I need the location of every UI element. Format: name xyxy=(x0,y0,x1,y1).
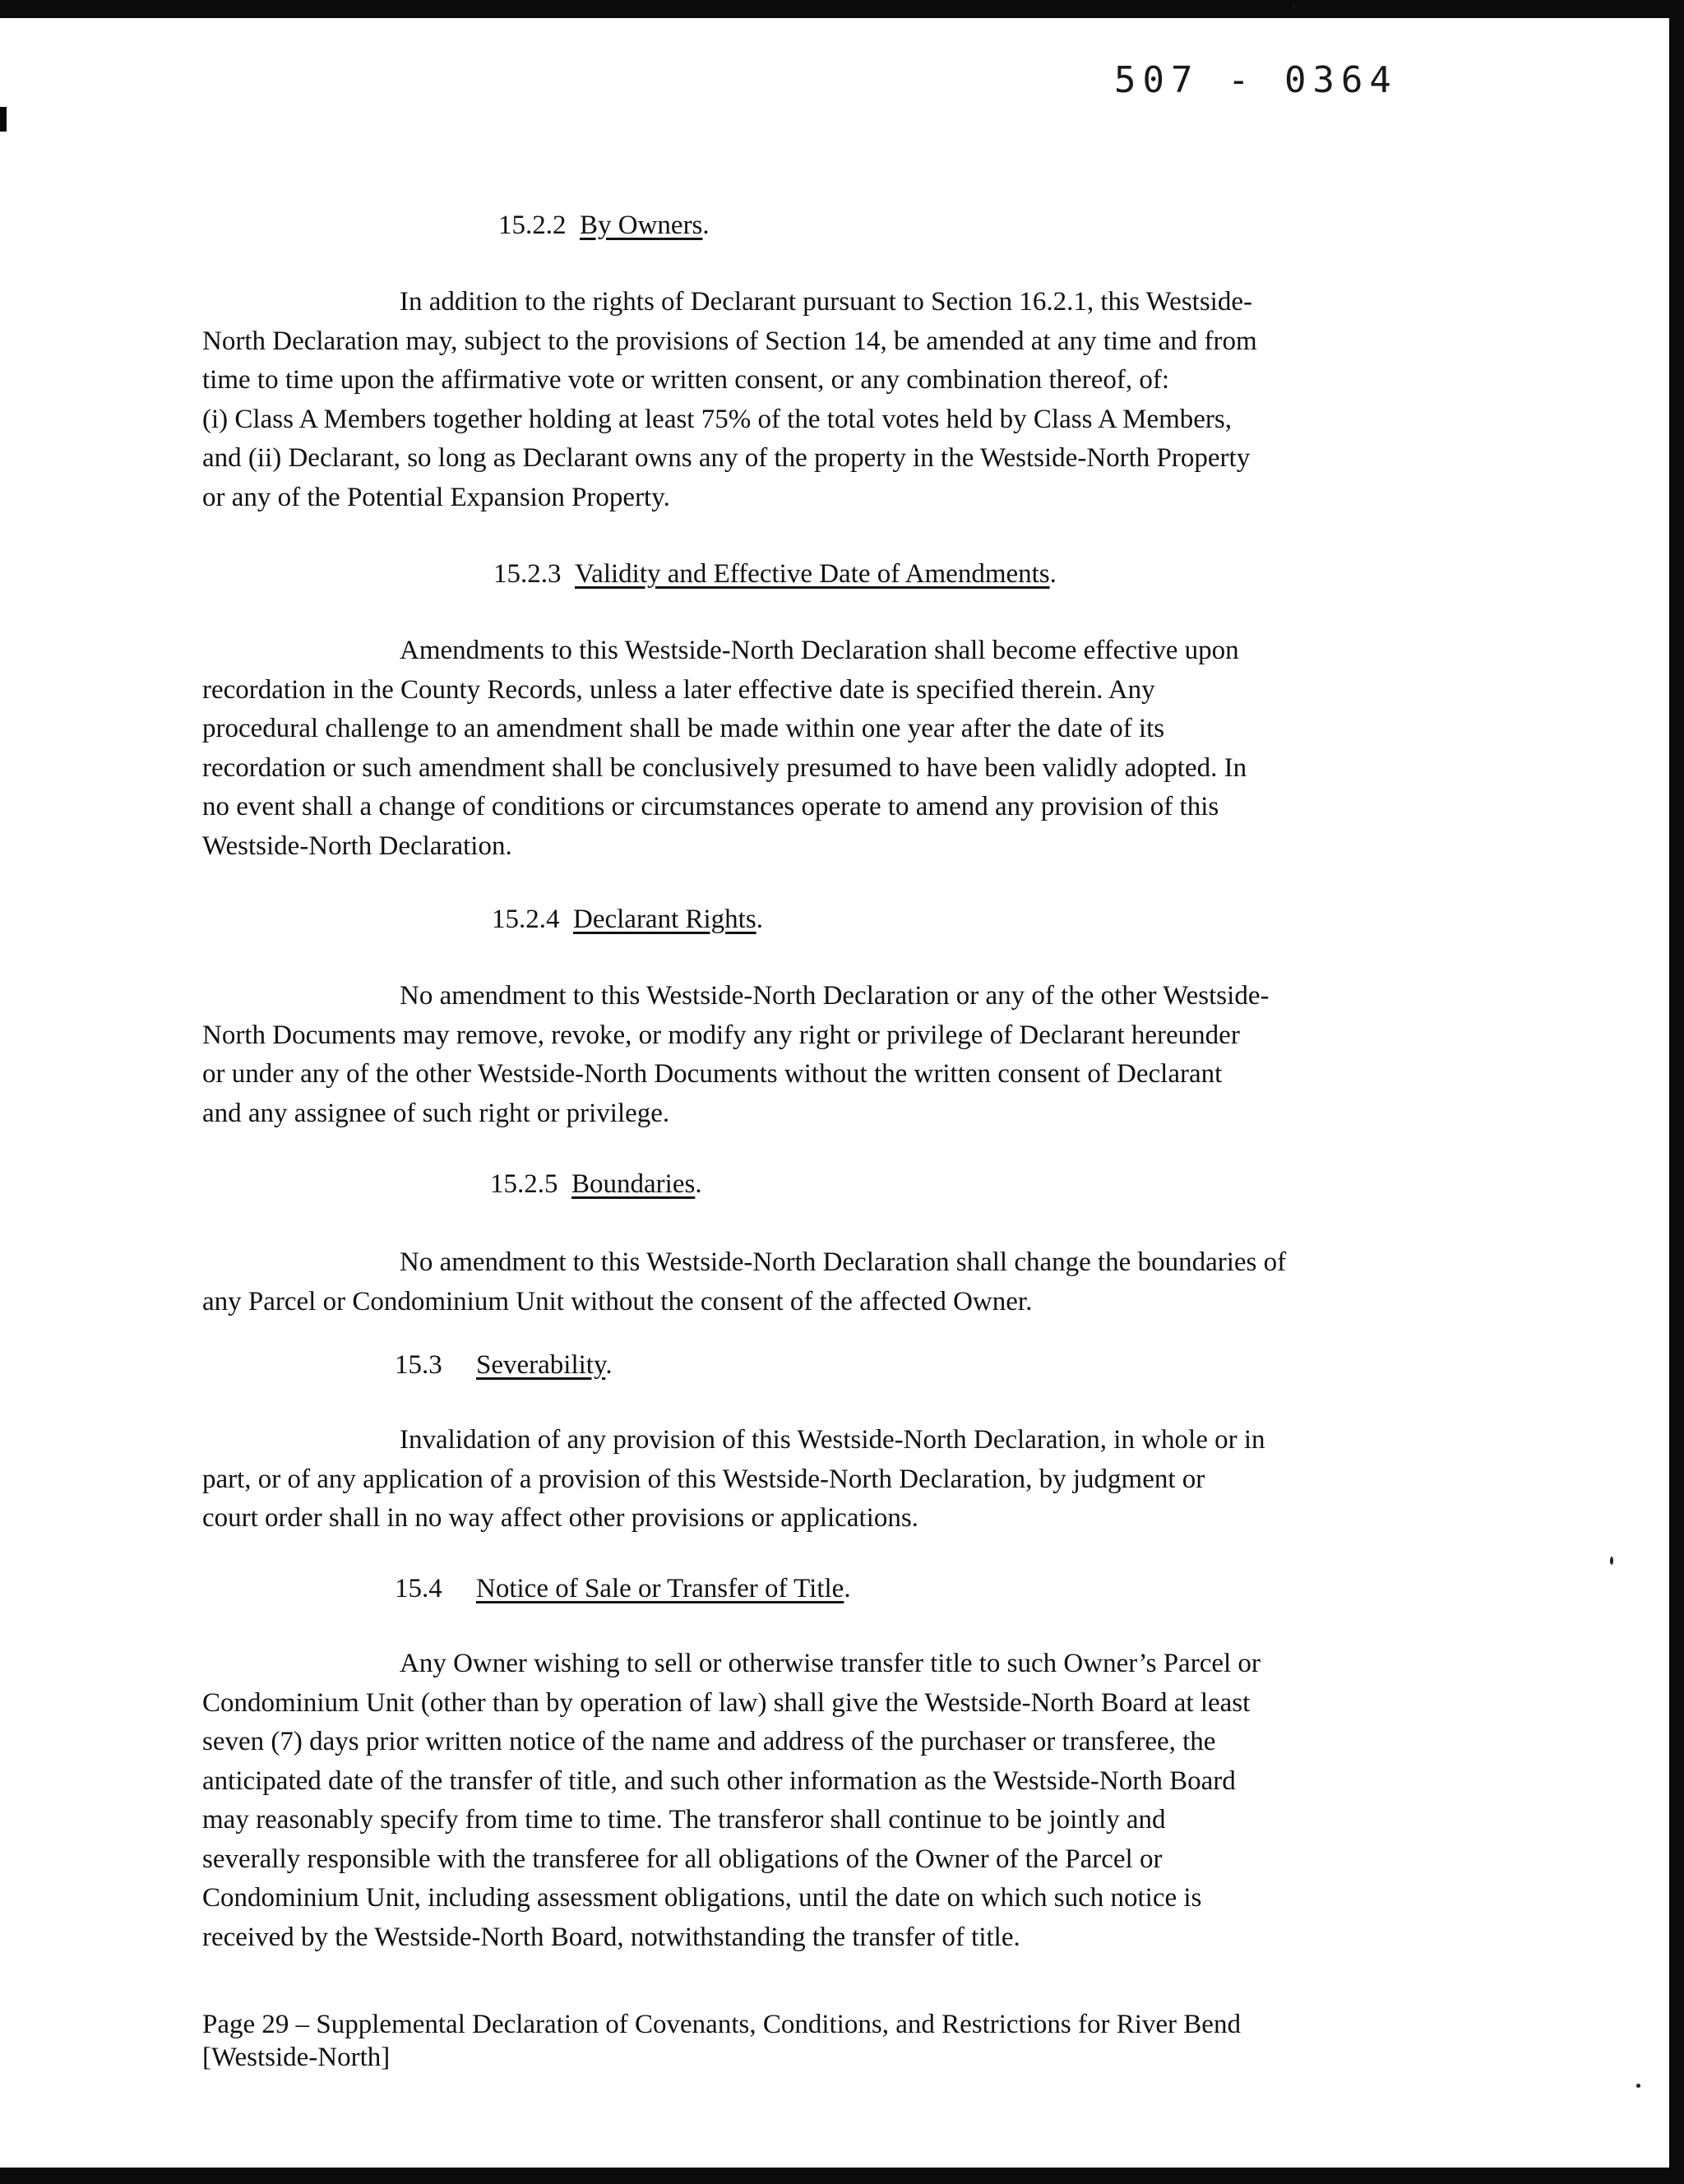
section-number: 15.2.2 xyxy=(498,211,567,240)
section-heading-15-2-3: 15.2.3 Validity and Effective Date of Amendments. xyxy=(493,559,1057,589)
scan-mark-left xyxy=(0,107,7,132)
section-heading-15-2-2: 15.2.2 By Owners. xyxy=(498,211,710,240)
scan-speck xyxy=(1610,1557,1613,1565)
body-line: part, or of any application of a provision of this Westside-North Declaration, by judgment or xyxy=(202,1464,1205,1494)
section-title: Notice of Sale or Transfer of Title xyxy=(476,1574,844,1603)
section-body-15-2-4 xyxy=(202,977,1452,1133)
body-line: court order shall in no way affect other provisions or applications. xyxy=(202,1503,918,1533)
body-line: or under any of the other Westside-North Documents without the written consent of Declarant xyxy=(202,1059,1223,1089)
footer-line-1: Page 29 – Supplemental Declaration of Covenants, Conditions, and Restrictions for River Bend xyxy=(202,2010,1241,2039)
body-line: Invalidation of any provision of this Westside-North Declaration, in whole or in xyxy=(400,1425,1265,1455)
scan-speck xyxy=(1636,2084,1640,2088)
section-body-15-2-3 xyxy=(202,632,1452,866)
body-line: severally responsible with the transferee for all obligations of the Owner of the Parcel or xyxy=(202,1844,1163,1874)
section-number: 15.2.4 xyxy=(492,905,560,934)
section-number: 15.2.3 xyxy=(493,559,562,589)
section-title: Severability xyxy=(476,1350,606,1380)
body-line: Condominium Unit (other than by operation of law) shall give the Westside-North Board at least xyxy=(202,1687,1251,1718)
section-heading-15-2-4: 15.2.4 Declarant Rights. xyxy=(492,905,763,934)
body-line: no event shall a change of conditions or circumstances operate to amend any provision of this xyxy=(202,792,1219,821)
body-line: procedural challenge to an amendment shall be made within one year after the date of its xyxy=(202,714,1165,743)
section-body-15-3 xyxy=(202,1421,1452,1539)
document-stamp-number: 507 - 0364 xyxy=(1114,59,1398,101)
page-footer xyxy=(202,2008,1485,2074)
footer-line-2: [Westside-North] xyxy=(202,2043,391,2072)
scan-border-right xyxy=(1669,0,1684,2184)
body-line: North Declaration may, subject to the provisions of Section 14, be amended at any time and from xyxy=(202,326,1257,356)
body-line: and any assignee of such right or privilege. xyxy=(202,1098,670,1128)
body-line: recordation in the County Records, unless a later effective date is specified therein. Any xyxy=(202,674,1155,705)
body-line: time to time upon the affirmative vote or written consent, or any combination thereof, of: xyxy=(202,365,1170,395)
section-title: Validity and Effective Date of Amendments xyxy=(575,559,1050,589)
section-number: 15.2.5 xyxy=(490,1169,558,1199)
body-line: received by the Westside-North Board, notwithstanding the transfer of title. xyxy=(202,1922,1020,1952)
section-body-15-2-5 xyxy=(202,1243,1452,1321)
body-line: Westside-North Declaration. xyxy=(202,831,512,861)
section-heading-15-2-5: 15.2.5 Boundaries. xyxy=(490,1169,702,1199)
scan-speck xyxy=(1293,5,1295,7)
body-line: In addition to the rights of Declarant pursuant to Section 16.2.1, this Westside- xyxy=(400,287,1252,317)
section-title: By Owners xyxy=(580,211,703,240)
scan-border-bottom xyxy=(0,2168,1684,2184)
body-line: Condominium Unit, including assessment obligations, until the date on which such notice is xyxy=(202,1883,1202,1913)
section-body-15-2-2 xyxy=(202,283,1452,517)
body-line: North Documents may remove, revoke, or modify any right or privilege of Declarant hereunder xyxy=(202,1020,1240,1050)
body-line: seven (7) days prior written notice of the name and address of the purchaser or transferee, the xyxy=(202,1727,1216,1756)
body-line: or any of the Potential Expansion Property. xyxy=(202,482,670,512)
body-line: anticipated date of the transfer of title, and such other information as the Westside-North Board xyxy=(202,1765,1236,1796)
body-line: No amendment to this Westside-North Declaration shall change the boundaries of xyxy=(400,1247,1287,1277)
body-line: (i) Class A Members together holding at least 75% of the total votes held by Class A Members, xyxy=(202,404,1232,434)
section-body-15-4 xyxy=(202,1645,1452,1957)
section-number: 15.4 xyxy=(395,1574,442,1603)
body-line: No amendment to this Westside-North Declaration or any of the other Westside- xyxy=(400,981,1270,1011)
body-line: recordation or such amendment shall be conclusively presumed to have been validly adopted. In xyxy=(202,752,1247,783)
section-number: 15.3 xyxy=(395,1350,442,1380)
body-line: may reasonably specify from time to time. The transferor shall continue to be jointly and xyxy=(202,1805,1166,1835)
section-heading-15-4: 15.4 Notice of Sale or Transfer of Title. xyxy=(395,1574,851,1603)
section-title: Boundaries xyxy=(571,1169,696,1199)
body-line: Any Owner wishing to sell or otherwise transfer title to such Owner’s Parcel or xyxy=(400,1649,1261,1678)
body-line: any Parcel or Condominium Unit without the consent of the affected Owner. xyxy=(202,1286,1033,1316)
body-line: Amendments to this Westside-North Declaration shall become effective upon xyxy=(400,636,1239,665)
section-title: Declarant Rights xyxy=(573,905,756,934)
scan-border-top xyxy=(0,0,1684,18)
section-heading-15-3: 15.3 Severability. xyxy=(395,1350,613,1380)
body-line: and (ii) Declarant, so long as Declarant owns any of the property in the Westside-North Property xyxy=(202,443,1251,473)
